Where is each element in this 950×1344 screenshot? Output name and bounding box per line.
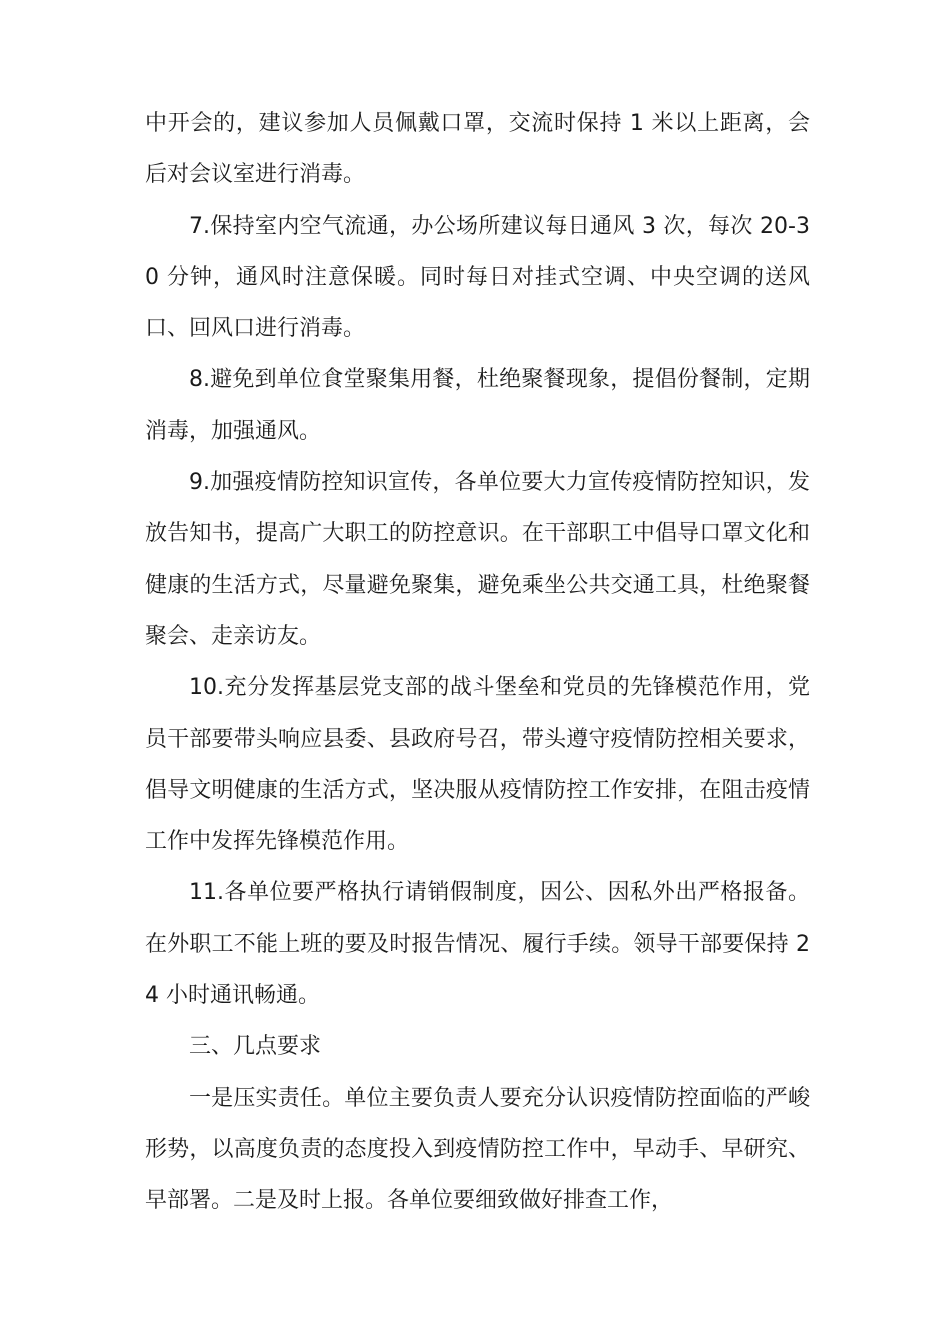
paragraph-item-9: 9.加强疫情防控知识宣传，各单位要大力宣传疫情防控知识，发放告知书，提高广大职工的防控意识。在干部职工中倡导口罩文化和健康的生活方式，尽量避免聚集，避免乘坐公共交通工具，杜绝聚餐聚会、走亲访友。 [145,470,810,649]
section-heading-requirements: 三、几点要求 [189,1034,322,1060]
paragraph-requirements: 一是压实责任。单位主要负责人要充分认识疫情防控面临的严峻形势，以高度负责的态度投入到疫情防控工作中，早动手、早研究、早部署。二是及时上报。各单位要细致做好排查工作， [145,1085,810,1214]
paragraph-item-10: 10.充分发挥基层党支部的战斗堡垒和党员的先锋模范作用，党员干部要带头响应县委、县政府号召，带头遵守疫情防控相关要求，倡导文明健康的生活方式，坚决服从疫情防控工作安排，在阻击疫情工作中发挥先锋模范作用。 [145,675,810,855]
paragraph-item-7: 7.保持室内空气流通，办公场所建议每日通风 3 次，每次 20-30 分钟，通风时注意保暖。同时每日对挂式空调、中央空调的送风口、回风口进行消毒。 [145,213,810,342]
paragraph-item-11: 11.各单位要严格执行请销假制度，因公、因私外出严格报备。在外职工不能上班的要及时报告情况、履行手续。领导干部要保持 24 小时通讯畅通。 [145,880,810,1009]
document-body [145,98,810,1227]
paragraph-continuation: 中开会的，建议参加人员佩戴口罩，交流时保持 1 米以上距离，会后对会议室进行消毒。 [145,111,810,188]
paragraph-item-8: 8.避免到单位食堂聚集用餐，杜绝聚餐现象，提倡份餐制，定期消毒，加强通风。 [145,367,810,444]
